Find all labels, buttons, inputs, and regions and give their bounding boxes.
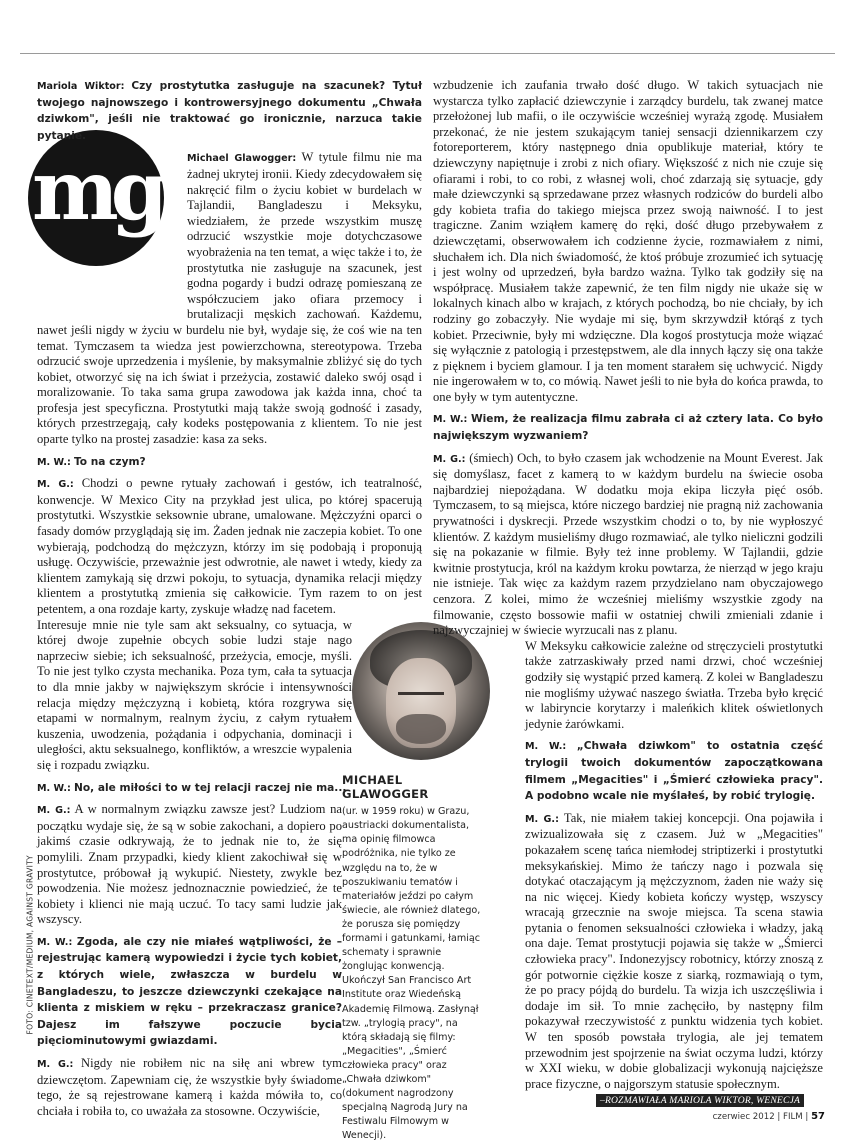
byline: –ROZMAWIAŁA MARIOLA WIKTOR, WENECJA — [596, 1094, 804, 1107]
question-5: M. W.: Wiem, że realizacja filmu zabrała ci aż cztery lata. Co było największym wyzwaniem? — [433, 413, 823, 443]
answer-1: Michael Glawogger: W tytule filmu nie ma żadnej ukrytej ironii. Kiedy zdecydowałem się nakręcić film o życiu kobiet w burdelach w Tajlandii, Bangladeszu i Meksyku, wiedziałem, że przede wszystkim muszę odrzucić wszystkie moje dotychczasowe wyobrażenia na ten temat, a więc także i to, że prostytutka nie zasługuje na szacunek, jest godna pogardy i budzi odrazę pomieszaną ze współczuciem jako ofiara przemocy i brutalizacji męskich zachowań. Każdemu, nawet jeśli nigdy w życiu w burdelu nie był, wydaje się, że coś wie na ten temat. Tymczasem ta wiedza jest powierzchowna, stereotypowa. Trzeba odrzucić swoje uprzedzenia i myślenie, by maksymalnie zbliżyć się do tych kobiet, otworzyć się na ich świat i przeżycia, zostawić daleko swój osąd i moralizowanie. To taka sama grupa zawodowa jak każda inna, choć ta profesja jest specyficzna. Prostytutki mają także swoją godność i zasady, których przestrzegają, cały kodeks postępowania z klientem. To nie jest oparte tylko na prostej zasadzie: kasa za seks. — [37, 150, 423, 447]
question-4: M. W.: Zgoda, ale czy nie miałeś wątpliwości, że – rejestrując kamerą wypowiedzi i życie tych kobiet, z których wiele, zwłaszcza w burdelu w Bangladeszu, to jeszcze dziewczynki czekające na klienta z miskiem w ręku – przekraczasz granice? Dajesz im fałszywe poczucie bycia pięciominutowymi gwiazdami. — [37, 935, 342, 1048]
question-2: M. W.: To na czym? — [37, 455, 146, 468]
answer-3: M. G.: A w normalnym związku zawsze jest? Ludziom na początku wydaje się, że są w sobie zakochani, a dopiero po jakimś czasie odkrywają, że to jednak nie to, że się pomylili. Znam przypadki, kiedy klient zakochiwał się w prostytutce, próbował ją wykupić. Niestety, zwykle bez powodzenia. Nie możesz jednoznacznie powiedzieć, że te kobiety i klienci nie mają uczuć. To tacy sami ludzie jak wszyscy. — [37, 802, 342, 927]
answer-4: M. G.: Nigdy nie robiłem nic na siłę ani wbrew tym dziewczętom. Zapewniam cię, że wszystkie były świadome tego, że są rejestrowane kamerą i każda mówiła to, co chciała i robiła to, co uważała za stosowne. Oczywiście, — [37, 1056, 342, 1118]
bio-text: (ur. w 1959 roku) w Grazu, austriacki dokumentalista, ma opinię filmowca podróżnika, nie tylko ze względu na to, że w poszukiwaniu tematów i materiałów jeździ po całym świecie, ale również dlatego, że porusza się pomiędzy formami i gatunkami, łamiąc schematy i sprawnie żonglując konwencją. Ukończył San Francisco Art Institute oraz Wiedeńską Akademię Filmową. Zasłynął tzw. „trylogią pracy", na którą składają się filmy: „Megacities", „Śmierć człowieka pracy" oraz „Chwała dziwkom" (dokument nagrodzony specjalną Nagrodą Jury na Festiwalu Filmowym w Wenecji). — [342, 806, 481, 1142]
answer-2: M. G.: Chodzi o pewne rytuały zachowań i gestów, ich teatralność, konwencje. W Mexico City na przykład jest ulica, po której spacerują prostytutki. Wszystkie seksownie ubrane, umalowane. Mężczyźni oparci o fasady domów przyglądają się im. Żaden jednak nie zaczepia kobiet. To one wybierają, podchodzą do mężczyzn, którzy im się podobają i proponują usługę. Oczywiście, przeważnie jest odwrotnie, ale nawet i wtedy, kiedy za klientem zamykają się drzwi pokoju, to sytuacja, dynamika relacji między klientem a prostytutką zmienia się całkowicie. Tym razem to on jest petentem, a ona rozdaje karty, zyskuje władzę nad facetem. — [37, 476, 422, 616]
top-rule — [20, 53, 835, 54]
question-3: M. W.: No, ale miłości to w tej relacji raczej nie ma... — [37, 781, 347, 794]
answer-5: M. G.: (śmiech) Och, to było czasem jak wchodzenie na Mount Everest. Jak się domyślasz, facet z kamerą to w każdym burdelu na świecie osoba najbardziej niepożądana. W dodatku moja ekipa liczyła pięć osób. Tymczasem, to są miejsca, które niczego bardziej nie pragną niż zachowania prywatności i dyskrecji. Przede wszystkim chodzi o to, by nie wypłoszyć klientów. Z każdym musieliśmy długo rozmawiać, ale tylko nieliczni godzili się na pokazanie w filmie. Były też inne problemy. W Tajlandii, gdzie kwitnie prostytucja, król na każdym kroku powtarza, że nierząd w jego kraju nie istnieje. Tak więc za każdym razem przydzielano nam obyczajowego cenzora. Z kolei, mimo że wcześniej mieliśmy wszystkie zgody na filmowanie, często bossowie mafii w ostatniej chwili zmieniali zdanie i najzwyczajniej w świecie wyrzucali nas z planu. — [433, 450, 823, 638]
right-column — [433, 78, 823, 1098]
answer-5-cont: W Meksyku całkowicie zależne od stręczycieli prostytutki także zatrzaskiwały przed nami drzwi, choć wcześniej godziły się wystąpić przed kamerą. Z kolei w Bangladeszu nie mogliśmy używać naszego światła. Trzeba było kręcić w labiryncie korytarzy i maleńkich klitek oświetlonych jedynie żarówkami. — [525, 638, 823, 731]
page-number: 57 — [811, 1111, 825, 1122]
mg-logo: mg — [28, 130, 164, 266]
answer-4-continued: wzbudzenie ich zaufania trwało dość długo. W takich sytuacjach nie wystarcza tylko zapłacić dziewczynie i zarządcy burdelu, tak zwanej matce przełożonej lub mafii, o ile oczywiście wcześniej wyrażą zgodę. Musiałem przekonać, że nie jestem szukającym taniej sensacji dziennikarzem czy fotoreporterem, który następnego dnia opublikuje materiał, który te dziewczyny napiętnuje i zrobi z nich ofiary. Większość z nich nie czuje się ofiarami i robi, to co robi, z własnej woli, choć zdarzają się sytuacje, gdy małe dziewczynki są sprzedawane przez własnych rodziców do burdeli albo gdy kobieta trafia do takiego miejsca przez swoją naiwność. I to jest tragiczne. Zanim wziąłem kamerę do ręki, dość długo przebywałem z dziewczętami, obserwowałem ich codzienne życie, rozmawiałem z nimi, słuchałem ich. Dla nich świadomość, że ktoś próbuje zrozumieć ich sytuację i jest wolny od uprzedzeń, była bardzo ważna. Tylko tak godziły się na współpracę. Musiałem także zapewnić, że ten film nigdy nie ukaże się w lokalnych kinach albo w krajach, z których pochodzą, bo nie chciały, by ich rodziny go zobaczyły. Nie wydaje mi się, bym skrzywdził którąś z tych kobiet. Przeciwnie, były mi wdzięczne. Dla kogoś prostytucja może wiązać się wyłącznie z patologią i przestępstwem, ale dla innych łączy się ona także z pięknem i byciem glamour. I ja ten moment starałem się uchwycić. Nigdy nie ingerowałem w to, co mówią. Nawet jeśli to nie była do końca prawda, to one były w tym autentyczne. — [433, 78, 823, 404]
logo-float-space — [37, 150, 187, 320]
question-6: M. W.: „Chwała dziwkom" to ostatnia część trylogii twoich dokumentów zapoczątkowana filmem „Megacities" i „Śmierć człowieka pracy". A podobno wcale nie myślałeś, by robić trylogię. — [525, 740, 823, 803]
issue-label: czerwiec 2012 | FILM | — [712, 1112, 809, 1122]
intro-question: Mariola Wiktor: Czy prostytutka zasługuje na szacunek? Tytuł twojego najnowszego i kontrowersyjnego dokumentu „Chwała dziwkom", jeśli nie traktować go ironicznie, narzuca takie pytanie. — [37, 80, 423, 142]
bio-name: MICHAEL GLAWOGGER — [342, 773, 429, 802]
answer-2-cont: Interesuje mnie nie tyle sam akt seksualny, co sytuacja, w której dwoje zupełnie obcych sobie ludzi staje nago naprzeciw siebie; ich seksualność, przeżycia, emocje, myśli. To nie jest tylko czysta mechanika. Poza tym, cała ta sytuacja to dla mnie jakby w największym skrócie i intensywności relacja między mężczyzną i kobietą, która rozgrywa się etapami w normalnym, realnym życiu, z całym rytuałem kuszenia, uwodzenia, pożądania i odpychania, dominacji i uległości, aktu seksualnego, konfliktów, a wreszcie wypalenia się i rozpadu związku. — [37, 617, 352, 772]
photo-credit: FOTO: CINETEXT/MEDIUM, AGAINST GRAVITY — [25, 855, 35, 1035]
answer-6: M. G.: Tak, nie miałem takiej koncepcji. Ona pojawiła i zwizualizowała się z czasem. Już w „Megacities" pokazałem scenę tańca niemłodej striptizerki i prostytutki meksykańskiej. Mimo że tańczy nago i pozwala się dotykać otaczającym ją mężczyznom, żaden nie waży się na nic więcej. Kiedy kobieta kończy występ, wszyscy wracają grzecznie na swoje miejsca. Ta scena stawia pytania o fenomen seksualności człowieka i władzy, jaką ona daje. Temat prostytucji pojawia się także w „Śmierci człowieka pracy". Indonezyjscy robotnicy, którzy znoszą z gór potwornie ciężkie kosze z siarką, rozmawiają o tym, że po pracy pójdą do burdelu. Ta wizja ich uszczęśliwia i dodaje im sił. To mnie zachęciło, by następny film pokazywał rzeczywistość z punktu widzenia tych kobiet. W ten sposób powstała trylogia, ale jej tematem przewodnim jest spojrzenie na świat oczyma ludzi, którzy w XXI wieku, w dobie globalizacji wykonują najcięższe prace fizyczne, o najgorszym statusie społecznym. — [525, 810, 824, 1091]
page-footer — [713, 1111, 825, 1122]
